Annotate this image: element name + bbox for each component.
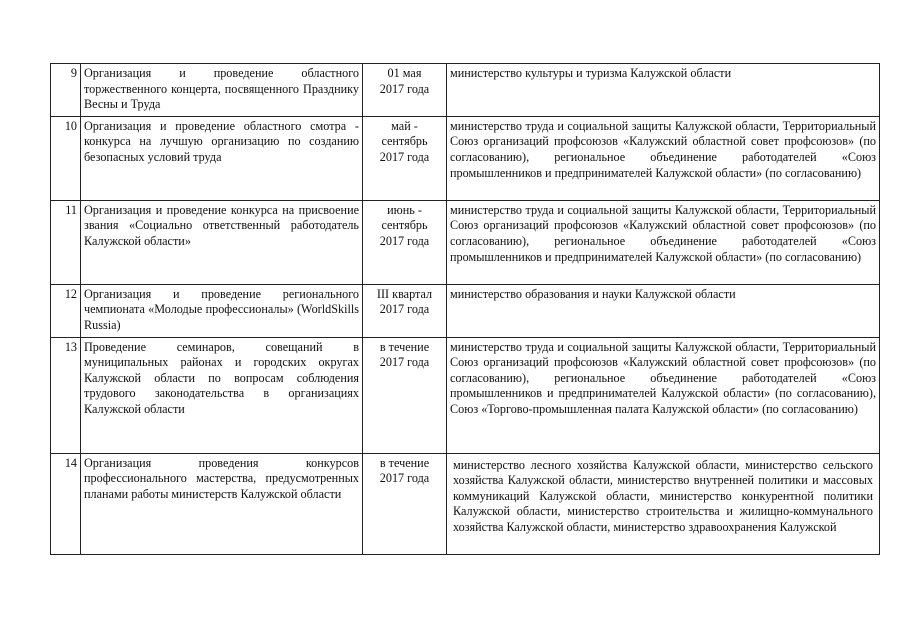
table-row bbox=[51, 453, 880, 554]
event-term: 01 мая 2017 года bbox=[363, 64, 447, 117]
events-table bbox=[50, 63, 880, 555]
event-description: Организация и проведение областного смотра - конкурса на лучшую организацию по созданию безопасных условий труда bbox=[81, 116, 363, 200]
event-description: Организация проведения конкурсов профессионального мастерства, предусмотренных планами работы министерств Калужской области bbox=[81, 453, 363, 554]
row-number: 13 bbox=[51, 337, 81, 453]
responsible-parties: министерство труда и социальной защиты Калужской области, Территориальный Союз организаций профсоюзов «Калужский областной совет профсоюзов» (по согласованию), региональное объединение работодателей «Союз промышленников и предпринимателей Калужской области» (по согласованию) bbox=[447, 200, 880, 284]
event-description: Проведение семинаров, совещаний в муниципальных районах и городских округах Калужской области по вопросам соблюдения трудового законодательства в организациях Калужской области bbox=[81, 337, 363, 453]
event-term: в течение 2017 года bbox=[363, 453, 447, 554]
table-row bbox=[51, 64, 880, 117]
row-number: 12 bbox=[51, 284, 81, 337]
row-number: 9 bbox=[51, 64, 81, 117]
responsible-parties: министерство образования и науки Калужской области bbox=[447, 284, 880, 337]
event-term: III квартал 2017 года bbox=[363, 284, 447, 337]
event-term: июнь - сентябрь 2017 года bbox=[363, 200, 447, 284]
table-row bbox=[51, 200, 880, 284]
responsible-parties: министерство культуры и туризма Калужской области bbox=[447, 64, 880, 117]
event-description: Организация и проведение конкурса на присвоение звания «Социально ответственный работодатель Калужской области» bbox=[81, 200, 363, 284]
responsible-parties: министерство лесного хозяйства Калужской области, министерство сельского хозяйства Калужской области, министерство внутренней политики и массовых коммуникаций Калужской области, министерство конкурентной политики Калужской области, министерство строительства и жилищно-коммунального хозяйства Калужской области, министерство здравоохранения Калужской bbox=[447, 453, 880, 554]
row-number: 14 bbox=[51, 453, 81, 554]
event-description: Организация и проведение областного торжественного концерта, посвященного Празднику Весны и Труда bbox=[81, 64, 363, 117]
table-row bbox=[51, 337, 880, 453]
event-term: в течение 2017 года bbox=[363, 337, 447, 453]
responsible-parties: министерство труда и социальной защиты Калужской области, Территориальный Союз организаций профсоюзов «Калужский областной совет профсоюзов» (по согласованию), региональное объединение работодателей «Союз промышленников и предпринимателей Калужской области» (по согласованию) bbox=[447, 116, 880, 200]
table-row bbox=[51, 284, 880, 337]
row-number: 10 bbox=[51, 116, 81, 200]
responsible-parties: министерство труда и социальной защиты Калужской области, Территориальный Союз организаций профсоюзов «Калужский областной совет профсоюзов» (по согласованию), региональное объединение работодателей «Союз промышленников и предпринимателей Калужской области» (по согласованию), Союз «Торгово-промышленная палата Калужской области» (по согласованию) bbox=[447, 337, 880, 453]
event-description: Организация и проведение регионального чемпионата «Молодые профессионалы» (WorldSkills Russia) bbox=[81, 284, 363, 337]
row-number: 11 bbox=[51, 200, 81, 284]
table-row bbox=[51, 116, 880, 200]
event-term: май - сентябрь 2017 года bbox=[363, 116, 447, 200]
